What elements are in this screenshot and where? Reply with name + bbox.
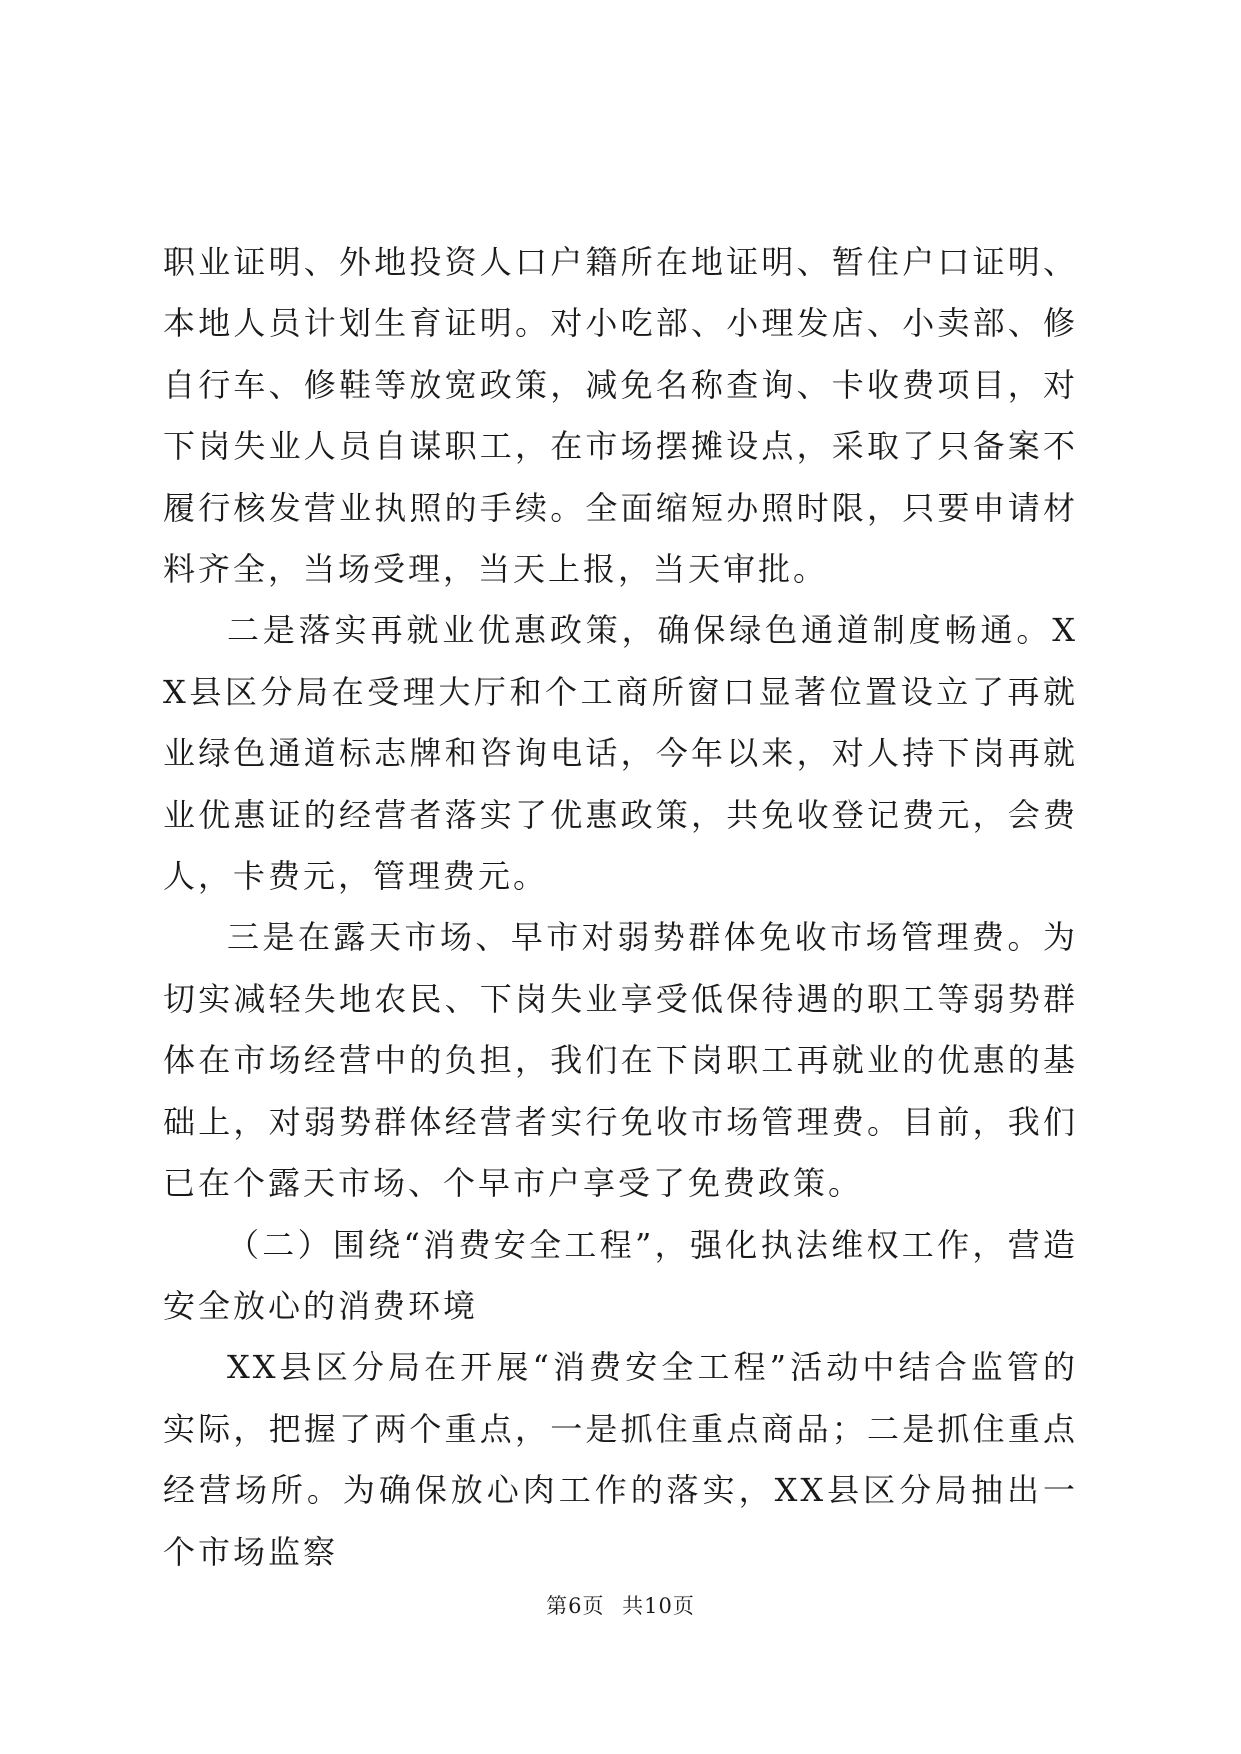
paragraph-3: 三是在露天市场、早市对弱势群体免收市场管理费。为切实减轻失地农民、下岗失业享受低保待遇的职工等弱势群体在市场经营中的负担，我们在下岗职工再就业的优惠的基础上，对弱势群体经营者实行免收市场管理费。目前，我们已在个露天市场、个早市户享受了免费政策。 bbox=[163, 918, 1078, 1203]
paragraph-5: XX县区分局在开展“消费安全工程”活动中结合监管的实际，把握了两个重点，一是抓住重点商品；二是抓住重点经营场所。为确保放心肉工作的落实，XX县区分局抽出一个市场监察 bbox=[163, 1348, 1078, 1571]
paragraph-1: 职业证明、外地投资人口户籍所在地证明、暂住户口证明、本地人员计划生育证明。对小吃部、小理发店、小卖部、修自行车、修鞋等放宽政策，减免名称查询、卡收费项目，对下岗失业人员自谋职工，在市场摆摊设点，采取了只备案不履行核发营业执照的手续。全面缩短办照时限，只要申请材料齐全，当场受理，当天上报，当天审批。 bbox=[163, 243, 1078, 589]
page-total: 共10页 bbox=[622, 1594, 695, 1618]
page-number: 第6页 bbox=[546, 1594, 605, 1618]
section-heading: （二）围绕“消费安全工程”，强化执法维权工作，营造安全放心的消费环境 bbox=[163, 1225, 1078, 1325]
page-footer bbox=[0, 1590, 1241, 1620]
document-body bbox=[163, 232, 1078, 1583]
paragraph-2: 二是落实再就业优惠政策，确保绿色通道制度畅通。XX县区分局在受理大厅和个工商所窗口显著位置设立了再就业绿色通道标志牌和咨询电话，今年以来，对人持下岗再就业优惠证的经营者落实了优惠政策，共免收登记费元，会费人，卡费元，管理费元。 bbox=[163, 611, 1078, 896]
